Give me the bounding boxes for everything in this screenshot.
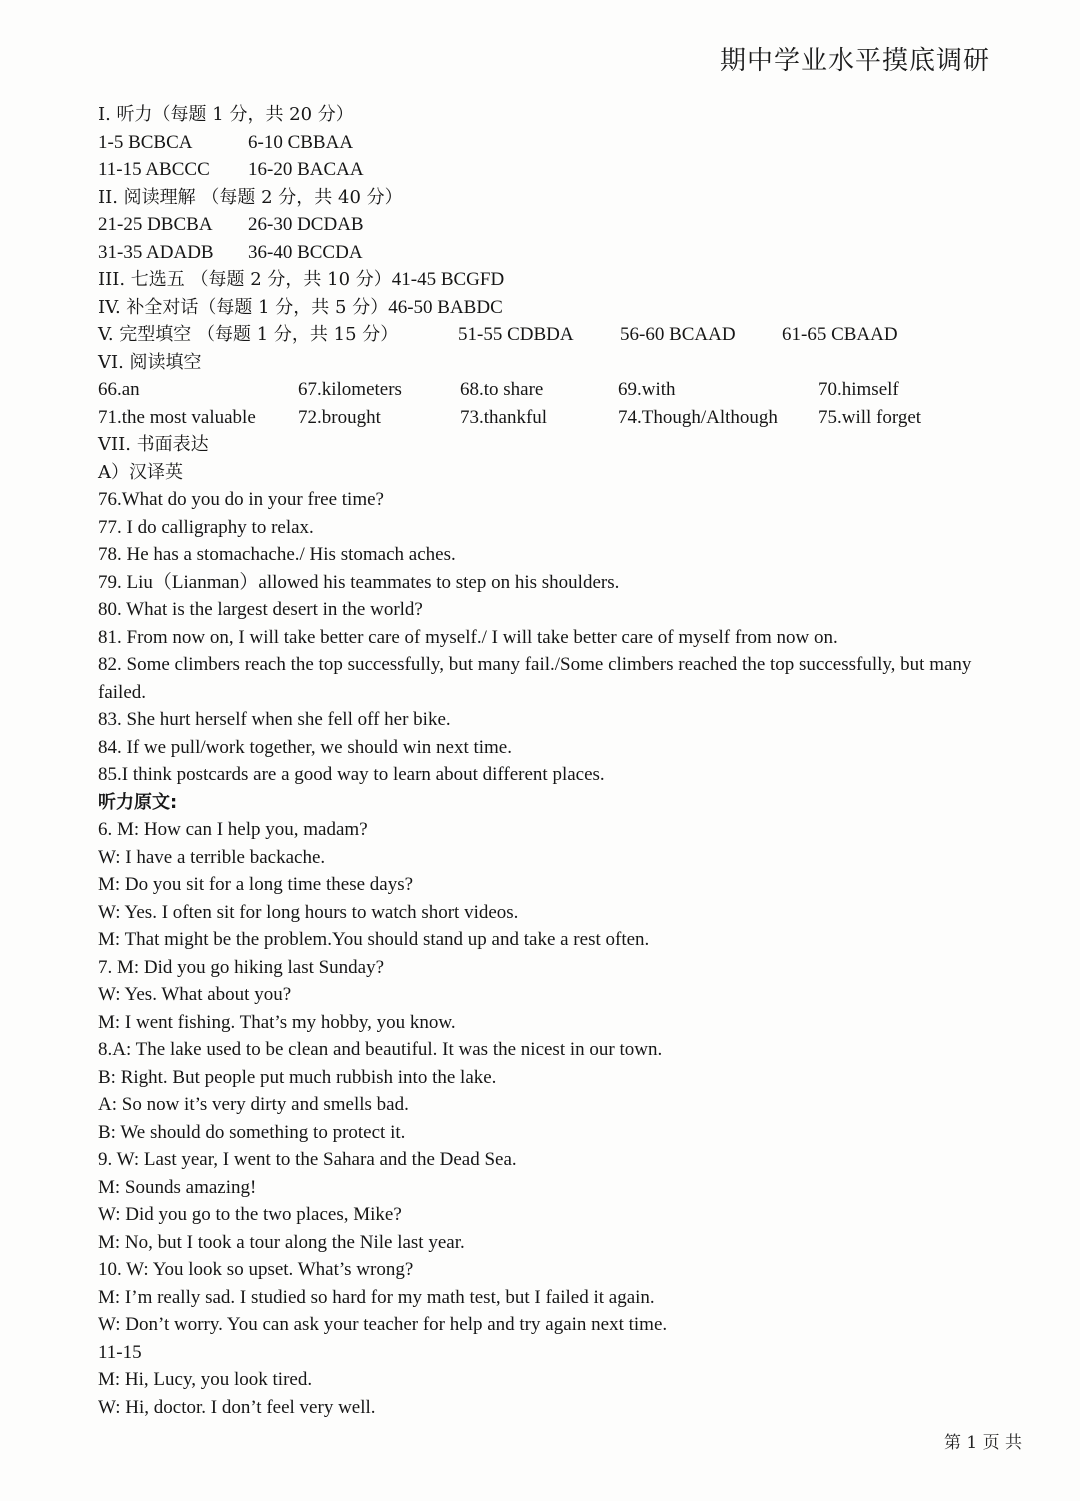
transcript-line: W: Hi, doctor. I don’t feel very well. (98, 1396, 376, 1418)
transcript-line: W: Did you go to the two places, Mike? (98, 1204, 402, 1225)
answer-row (98, 404, 998, 432)
section-dialogue (98, 294, 998, 322)
transcript-line: M: That might be the problem.You should stand up and take a rest often. (98, 929, 650, 950)
answer-row (98, 156, 998, 184)
translation-answer: 83. She hurt herself when she fell off her bike. (98, 709, 451, 730)
translation-answer: 82. Some climbers reach the top successfully, but many fail./Some climbers reached the top successfully, but many failed. (98, 654, 972, 703)
answer-item: 68.to share (460, 379, 544, 400)
answer-item: 74.Though/Although (618, 406, 778, 428)
translation-answer: 80. What is the largest desert in the world? (98, 599, 423, 620)
transcript-line: W: Yes. I often sit for long hours to watch short videos. (98, 901, 519, 923)
answer-row (98, 129, 998, 157)
section-reading-fill-title: VI. 阅读填空 (98, 351, 202, 373)
transcript-line: 11-15 (98, 1341, 142, 1363)
answer-group: 16-20 BACAA (248, 159, 364, 180)
answer-item: 71.the most valuable (98, 406, 256, 428)
section-cloze (98, 321, 998, 349)
translation-answer: 81. From now on, I will take better care of myself./ I will take better care of myself from now on. (98, 626, 838, 648)
answer-group: 6-10 CBBAA (248, 131, 354, 153)
transcript-line: W: Yes. What about you? (98, 984, 292, 1005)
page-number: 第 1 页 共 (943, 1433, 1022, 1453)
answer-item: 66.an (98, 379, 140, 400)
answer-row (98, 376, 998, 404)
transcript-line: M: No, but I took a tour along the Nile last year. (98, 1231, 465, 1253)
transcript-line: M: Sounds amazing! (98, 1176, 257, 1198)
answer-item: 70.himself (818, 379, 899, 400)
answer-group: 36-40 BCCDA (248, 241, 363, 263)
answer-group: 46-50 BABDC (388, 296, 503, 318)
page-title: 期中学业水平摸底调研 (719, 46, 990, 76)
answer-group: 11-15 ABCCC (98, 159, 210, 180)
transcript-line: M: I went fishing. That’s my hobby, you know. (98, 1011, 456, 1033)
answer-item: 67.kilometers (298, 379, 402, 400)
answer-group: 56-60 BCAAD (620, 324, 736, 345)
transcript-line: M: Hi, Lucy, you look tired. (98, 1369, 313, 1390)
translation-answer: 79. Liu（Lianman）allowed his teammates to step on his shoulders. (98, 571, 620, 593)
answer-group: 26-30 DCDAB (248, 214, 364, 235)
section-listening-title: I. 听力（每题 1 分，共 20 分） (98, 104, 354, 125)
transcript-line: 8.A: The lake used to be clean and beautiful. It was the nicest in our town. (98, 1039, 663, 1060)
transcript-line: 7. M: Did you go hiking last Sunday? (98, 956, 385, 978)
answer-group: 31-35 ADADB (98, 241, 214, 263)
transcript-title: 听力原文: (98, 791, 178, 813)
document-body (98, 101, 998, 1421)
answer-item: 69.with (618, 379, 676, 400)
section-label: V. 完型填空 （每题 1 分，共 15 分） (98, 324, 399, 345)
section-translation-subtitle: A）汉译英 (98, 461, 183, 483)
section-label: IV. 补全对话（每题 1 分，共 5 分） (98, 296, 389, 318)
transcript-line: 9. W: Last year, I went to the Sahara and the Dead Sea. (98, 1149, 517, 1170)
translation-answer: 76.What do you do in your free time? (98, 489, 384, 510)
transcript-line: M: I’m really sad. I studied so hard for my math test, but I failed it again. (98, 1286, 655, 1308)
transcript-line: B: We should do something to protect it. (98, 1121, 406, 1143)
answer-row (98, 239, 998, 267)
translation-answer: 84. If we pull/work together, we should win next time. (98, 736, 512, 758)
section-writing-title: VII. 书面表达 (98, 434, 209, 455)
answer-row (98, 211, 998, 239)
transcript-body (98, 816, 998, 1421)
translation-answer: 85.I think postcards are a good way to learn about different places. (98, 764, 605, 785)
answer-group: 51-55 CDBDA (458, 324, 574, 345)
transcript-line: W: Don’t worry. You can ask your teacher for help and try again next time. (98, 1314, 668, 1335)
translation-answer: 78. He has a stomachache./ His stomach aches. (98, 544, 456, 565)
answer-group: 1-5 BCBCA (98, 131, 193, 153)
transcript-line: 10. W: You look so upset. What’s wrong? (98, 1259, 414, 1280)
transcript-line: M: Do you sit for a long time these days? (98, 874, 414, 895)
section-label: III. 七选五 （每题 2 分，共 10 分） (98, 269, 392, 290)
section-seven-choose-five (98, 266, 998, 294)
transcript-line: 6. M: How can I help you, madam? (98, 819, 368, 840)
answer-item: 72.brought (298, 406, 381, 428)
answer-item: 73.thankful (460, 406, 548, 428)
transcript-line: A: So now it’s very dirty and smells bad. (98, 1094, 409, 1115)
transcript-line: W: I have a terrible backache. (98, 846, 326, 868)
answer-group: 41-45 BCGFD (391, 269, 505, 290)
answer-group: 61-65 CBAAD (782, 324, 898, 345)
answer-group: 21-25 DBCBA (98, 214, 213, 235)
transcript-line: B: Right. But people put much rubbish into the lake. (98, 1066, 497, 1088)
section-reading-title: II. 阅读理解 （每题 2 分，共 40 分） (98, 186, 403, 208)
answer-item: 75.will forget (818, 406, 922, 428)
translation-answer: 77. I do calligraphy to relax. (98, 516, 314, 538)
